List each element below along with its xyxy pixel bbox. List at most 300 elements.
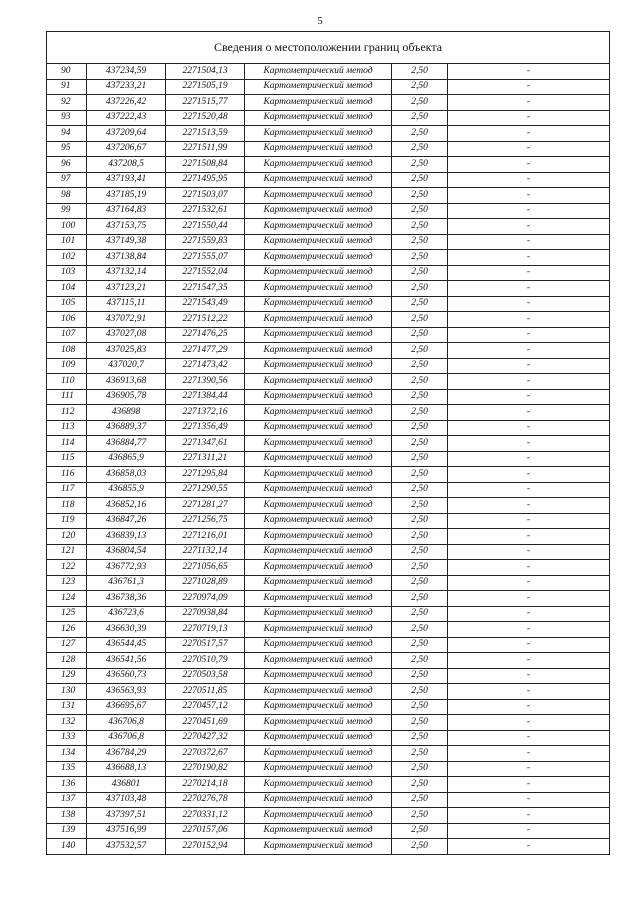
point-number-cell: 95	[47, 141, 87, 157]
description-cell: -	[448, 79, 610, 95]
point-number-cell: 97	[47, 172, 87, 188]
description-cell: -	[448, 296, 610, 312]
method-cell: Картометрический метод	[245, 312, 392, 328]
description-cell: -	[448, 730, 610, 746]
table-row	[47, 265, 610, 281]
description-cell: -	[448, 343, 610, 359]
accuracy-cell: 2,50	[392, 498, 448, 514]
y-coordinate-cell: 2271295,84	[166, 467, 245, 483]
point-number-cell: 140	[47, 839, 87, 855]
y-coordinate-cell: 2271356,49	[166, 420, 245, 436]
y-coordinate-cell: 2271513,59	[166, 126, 245, 142]
table-row	[47, 668, 610, 684]
accuracy-cell: 2,50	[392, 64, 448, 80]
accuracy-cell: 2,50	[392, 219, 448, 235]
table-row	[47, 777, 610, 793]
method-cell: Картометрический метод	[245, 157, 392, 173]
x-coordinate-cell: 436541,56	[87, 653, 166, 669]
description-cell: -	[448, 327, 610, 343]
point-number-cell: 128	[47, 653, 87, 669]
x-coordinate-cell: 436706,8	[87, 715, 166, 731]
y-coordinate-cell: 2270372,67	[166, 746, 245, 762]
method-cell: Картометрический метод	[245, 79, 392, 95]
x-coordinate-cell: 436801	[87, 777, 166, 793]
y-coordinate-cell: 2271256,75	[166, 513, 245, 529]
table-row	[47, 715, 610, 731]
x-coordinate-cell: 436761,3	[87, 575, 166, 591]
method-cell: Картометрический метод	[245, 668, 392, 684]
accuracy-cell: 2,50	[392, 172, 448, 188]
y-coordinate-cell: 2270511,85	[166, 684, 245, 700]
point-number-cell: 96	[47, 157, 87, 173]
accuracy-cell: 2,50	[392, 250, 448, 266]
y-coordinate-cell: 2271311,21	[166, 451, 245, 467]
y-coordinate-cell: 2271390,56	[166, 374, 245, 390]
point-number-cell: 111	[47, 389, 87, 405]
method-cell: Картометрический метод	[245, 839, 392, 855]
table-row	[47, 575, 610, 591]
x-coordinate-cell: 437206,67	[87, 141, 166, 157]
point-number-cell: 115	[47, 451, 87, 467]
method-cell: Картометрический метод	[245, 95, 392, 111]
point-number-cell: 122	[47, 560, 87, 576]
point-number-cell: 101	[47, 234, 87, 250]
method-cell: Картометрический метод	[245, 219, 392, 235]
description-cell: -	[448, 560, 610, 576]
method-cell: Картометрический метод	[245, 761, 392, 777]
table-row	[47, 374, 610, 390]
x-coordinate-cell: 436884,77	[87, 436, 166, 452]
point-number-cell: 112	[47, 405, 87, 421]
point-number-cell: 123	[47, 575, 87, 591]
table-row	[47, 219, 610, 235]
accuracy-cell: 2,50	[392, 668, 448, 684]
method-cell: Картометрический метод	[245, 234, 392, 250]
method-cell: Картометрический метод	[245, 327, 392, 343]
description-cell: -	[448, 653, 610, 669]
y-coordinate-cell: 2271477,29	[166, 343, 245, 359]
method-cell: Картометрический метод	[245, 591, 392, 607]
table-row	[47, 513, 610, 529]
accuracy-cell: 2,50	[392, 808, 448, 824]
table-row	[47, 823, 610, 839]
accuracy-cell: 2,50	[392, 513, 448, 529]
point-number-cell: 134	[47, 746, 87, 762]
description-cell: -	[448, 95, 610, 111]
accuracy-cell: 2,50	[392, 265, 448, 281]
point-number-cell: 129	[47, 668, 87, 684]
y-coordinate-cell: 2270974,09	[166, 591, 245, 607]
y-coordinate-cell: 2271547,35	[166, 281, 245, 297]
x-coordinate-cell: 437149,38	[87, 234, 166, 250]
x-coordinate-cell: 436852,16	[87, 498, 166, 514]
table-row	[47, 808, 610, 824]
x-coordinate-cell: 436804,54	[87, 544, 166, 560]
accuracy-cell: 2,50	[392, 823, 448, 839]
description-cell: -	[448, 389, 610, 405]
point-number-cell: 107	[47, 327, 87, 343]
y-coordinate-cell: 2271216,01	[166, 529, 245, 545]
method-cell: Картометрический метод	[245, 296, 392, 312]
y-coordinate-cell: 2271495,95	[166, 172, 245, 188]
method-cell: Картометрический метод	[245, 172, 392, 188]
table-row	[47, 64, 610, 80]
accuracy-cell: 2,50	[392, 637, 448, 653]
method-cell: Картометрический метод	[245, 110, 392, 126]
accuracy-cell: 2,50	[392, 684, 448, 700]
table-row	[47, 234, 610, 250]
method-cell: Картометрический метод	[245, 64, 392, 80]
x-coordinate-cell: 436858,03	[87, 467, 166, 483]
table-row	[47, 405, 610, 421]
y-coordinate-cell: 2270157,06	[166, 823, 245, 839]
table-row	[47, 172, 610, 188]
accuracy-cell: 2,50	[392, 327, 448, 343]
description-cell: -	[448, 451, 610, 467]
y-coordinate-cell: 2271505,19	[166, 79, 245, 95]
point-number-cell: 132	[47, 715, 87, 731]
point-number-cell: 91	[47, 79, 87, 95]
description-cell: -	[448, 498, 610, 514]
description-cell: -	[448, 234, 610, 250]
y-coordinate-cell: 2270719,13	[166, 622, 245, 638]
method-cell: Картометрический метод	[245, 606, 392, 622]
description-cell: -	[448, 715, 610, 731]
table-row	[47, 839, 610, 855]
description-cell: -	[448, 792, 610, 808]
description-cell: -	[448, 250, 610, 266]
table-row	[47, 95, 610, 111]
accuracy-cell: 2,50	[392, 312, 448, 328]
y-coordinate-cell: 2271532,61	[166, 203, 245, 219]
description-cell: -	[448, 746, 610, 762]
method-cell: Картометрический метод	[245, 141, 392, 157]
description-cell: -	[448, 544, 610, 560]
table-row	[47, 653, 610, 669]
description-cell: -	[448, 684, 610, 700]
method-cell: Картометрический метод	[245, 823, 392, 839]
accuracy-cell: 2,50	[392, 730, 448, 746]
y-coordinate-cell: 2270457,12	[166, 699, 245, 715]
method-cell: Картометрический метод	[245, 281, 392, 297]
table-row	[47, 436, 610, 452]
y-coordinate-cell: 2271372,16	[166, 405, 245, 421]
accuracy-cell: 2,50	[392, 777, 448, 793]
y-coordinate-cell: 2271476,25	[166, 327, 245, 343]
point-number-cell: 104	[47, 281, 87, 297]
point-number-cell: 125	[47, 606, 87, 622]
method-cell: Картометрический метод	[245, 560, 392, 576]
point-number-cell: 103	[47, 265, 87, 281]
y-coordinate-cell: 2270517,57	[166, 637, 245, 653]
y-coordinate-cell: 2270331,12	[166, 808, 245, 824]
y-coordinate-cell: 2271552,04	[166, 265, 245, 281]
x-coordinate-cell: 436544,45	[87, 637, 166, 653]
accuracy-cell: 2,50	[392, 606, 448, 622]
description-cell: -	[448, 606, 610, 622]
description-cell: -	[448, 126, 610, 142]
table-row	[47, 792, 610, 808]
accuracy-cell: 2,50	[392, 79, 448, 95]
description-cell: -	[448, 405, 610, 421]
point-number-cell: 120	[47, 529, 87, 545]
table-row	[47, 203, 610, 219]
y-coordinate-cell: 2270214,18	[166, 777, 245, 793]
table-row	[47, 79, 610, 95]
y-coordinate-cell: 2270451,69	[166, 715, 245, 731]
method-cell: Картометрический метод	[245, 250, 392, 266]
accuracy-cell: 2,50	[392, 575, 448, 591]
x-coordinate-cell: 436695,67	[87, 699, 166, 715]
description-cell: -	[448, 358, 610, 374]
description-cell: -	[448, 110, 610, 126]
accuracy-cell: 2,50	[392, 296, 448, 312]
method-cell: Картометрический метод	[245, 358, 392, 374]
point-number-cell: 131	[47, 699, 87, 715]
accuracy-cell: 2,50	[392, 761, 448, 777]
accuracy-cell: 2,50	[392, 451, 448, 467]
point-number-cell: 90	[47, 64, 87, 80]
point-number-cell: 119	[47, 513, 87, 529]
table-row	[47, 141, 610, 157]
description-cell: -	[448, 513, 610, 529]
table-row	[47, 699, 610, 715]
description-cell: -	[448, 172, 610, 188]
table-header-row	[47, 32, 610, 64]
table-row	[47, 312, 610, 328]
y-coordinate-cell: 2271508,84	[166, 157, 245, 173]
method-cell: Картометрический метод	[245, 498, 392, 514]
point-number-cell: 117	[47, 482, 87, 498]
x-coordinate-cell: 437209,64	[87, 126, 166, 142]
description-cell: -	[448, 699, 610, 715]
method-cell: Картометрический метод	[245, 203, 392, 219]
table-row	[47, 684, 610, 700]
description-cell: -	[448, 591, 610, 607]
x-coordinate-cell: 437138,84	[87, 250, 166, 266]
x-coordinate-cell: 436688,13	[87, 761, 166, 777]
description-cell: -	[448, 219, 610, 235]
table-row	[47, 281, 610, 297]
y-coordinate-cell: 2271559,83	[166, 234, 245, 250]
description-cell: -	[448, 808, 610, 824]
point-number-cell: 102	[47, 250, 87, 266]
method-cell: Картометрический метод	[245, 265, 392, 281]
accuracy-cell: 2,50	[392, 389, 448, 405]
description-cell: -	[448, 777, 610, 793]
point-number-cell: 133	[47, 730, 87, 746]
method-cell: Картометрический метод	[245, 715, 392, 731]
y-coordinate-cell: 2271512,22	[166, 312, 245, 328]
method-cell: Картометрический метод	[245, 343, 392, 359]
y-coordinate-cell: 2271550,44	[166, 219, 245, 235]
point-number-cell: 130	[47, 684, 87, 700]
x-coordinate-cell: 437153,75	[87, 219, 166, 235]
accuracy-cell: 2,50	[392, 234, 448, 250]
accuracy-cell: 2,50	[392, 157, 448, 173]
point-number-cell: 116	[47, 467, 87, 483]
point-number-cell: 124	[47, 591, 87, 607]
accuracy-cell: 2,50	[392, 203, 448, 219]
y-coordinate-cell: 2270190,82	[166, 761, 245, 777]
table-row	[47, 544, 610, 560]
accuracy-cell: 2,50	[392, 560, 448, 576]
y-coordinate-cell: 2270427,32	[166, 730, 245, 746]
accuracy-cell: 2,50	[392, 653, 448, 669]
point-number-cell: 137	[47, 792, 87, 808]
y-coordinate-cell: 2271543,49	[166, 296, 245, 312]
method-cell: Картометрический метод	[245, 777, 392, 793]
point-number-cell: 113	[47, 420, 87, 436]
table-row	[47, 420, 610, 436]
table-row	[47, 498, 610, 514]
accuracy-cell: 2,50	[392, 188, 448, 204]
point-number-cell: 99	[47, 203, 87, 219]
x-coordinate-cell: 436723,6	[87, 606, 166, 622]
y-coordinate-cell: 2271515,77	[166, 95, 245, 111]
accuracy-cell: 2,50	[392, 591, 448, 607]
x-coordinate-cell: 437164,83	[87, 203, 166, 219]
x-coordinate-cell: 437193,41	[87, 172, 166, 188]
accuracy-cell: 2,50	[392, 436, 448, 452]
y-coordinate-cell: 2271028,89	[166, 575, 245, 591]
section-title: Сведения о местоположении границ объекта	[47, 32, 610, 64]
y-coordinate-cell: 2271555,07	[166, 250, 245, 266]
y-coordinate-cell: 2270938,84	[166, 606, 245, 622]
method-cell: Картометрический метод	[245, 808, 392, 824]
table-row	[47, 157, 610, 173]
method-cell: Картометрический метод	[245, 792, 392, 808]
x-coordinate-cell: 436563,93	[87, 684, 166, 700]
table-row	[47, 327, 610, 343]
accuracy-cell: 2,50	[392, 792, 448, 808]
x-coordinate-cell: 437020,7	[87, 358, 166, 374]
x-coordinate-cell: 437115,11	[87, 296, 166, 312]
point-number-cell: 105	[47, 296, 87, 312]
x-coordinate-cell: 436839,13	[87, 529, 166, 545]
point-number-cell: 109	[47, 358, 87, 374]
description-cell: -	[448, 188, 610, 204]
method-cell: Картометрический метод	[245, 374, 392, 390]
accuracy-cell: 2,50	[392, 281, 448, 297]
method-cell: Картометрический метод	[245, 575, 392, 591]
table-row	[47, 451, 610, 467]
x-coordinate-cell: 437233,21	[87, 79, 166, 95]
page-number: 5	[317, 15, 323, 27]
accuracy-cell: 2,50	[392, 405, 448, 421]
x-coordinate-cell: 437123,21	[87, 281, 166, 297]
method-cell: Картометрический метод	[245, 405, 392, 421]
y-coordinate-cell: 2270152,94	[166, 839, 245, 855]
method-cell: Картометрический метод	[245, 482, 392, 498]
description-cell: -	[448, 467, 610, 483]
x-coordinate-cell: 437226,42	[87, 95, 166, 111]
x-coordinate-cell: 436865,9	[87, 451, 166, 467]
y-coordinate-cell: 2271056,65	[166, 560, 245, 576]
point-number-cell: 121	[47, 544, 87, 560]
point-number-cell: 100	[47, 219, 87, 235]
accuracy-cell: 2,50	[392, 358, 448, 374]
point-number-cell: 98	[47, 188, 87, 204]
accuracy-cell: 2,50	[392, 95, 448, 111]
method-cell: Картометрический метод	[245, 451, 392, 467]
x-coordinate-cell: 436913,68	[87, 374, 166, 390]
x-coordinate-cell: 437234,59	[87, 64, 166, 80]
x-coordinate-cell: 437027,08	[87, 327, 166, 343]
y-coordinate-cell: 2271520,48	[166, 110, 245, 126]
method-cell: Картометрический метод	[245, 730, 392, 746]
method-cell: Картометрический метод	[245, 389, 392, 405]
x-coordinate-cell: 437103,48	[87, 792, 166, 808]
x-coordinate-cell: 436706,8	[87, 730, 166, 746]
point-number-cell: 136	[47, 777, 87, 793]
accuracy-cell: 2,50	[392, 839, 448, 855]
description-cell: -	[448, 203, 610, 219]
accuracy-cell: 2,50	[392, 420, 448, 436]
method-cell: Картометрический метод	[245, 699, 392, 715]
description-cell: -	[448, 265, 610, 281]
method-cell: Картометрический метод	[245, 467, 392, 483]
method-cell: Картометрический метод	[245, 529, 392, 545]
y-coordinate-cell: 2271384,44	[166, 389, 245, 405]
accuracy-cell: 2,50	[392, 746, 448, 762]
description-cell: -	[448, 575, 610, 591]
boundary-table	[46, 31, 610, 855]
table-row	[47, 746, 610, 762]
table-row	[47, 250, 610, 266]
x-coordinate-cell: 437185,19	[87, 188, 166, 204]
description-cell: -	[448, 668, 610, 684]
description-cell: -	[448, 157, 610, 173]
accuracy-cell: 2,50	[392, 544, 448, 560]
y-coordinate-cell: 2271132,14	[166, 544, 245, 560]
description-cell: -	[448, 420, 610, 436]
accuracy-cell: 2,50	[392, 699, 448, 715]
method-cell: Картометрический метод	[245, 637, 392, 653]
x-coordinate-cell: 437222,43	[87, 110, 166, 126]
method-cell: Картометрический метод	[245, 622, 392, 638]
table-row	[47, 560, 610, 576]
table-row	[47, 637, 610, 653]
method-cell: Картометрический метод	[245, 513, 392, 529]
accuracy-cell: 2,50	[392, 126, 448, 142]
table-row	[47, 467, 610, 483]
accuracy-cell: 2,50	[392, 622, 448, 638]
method-cell: Картометрический метод	[245, 420, 392, 436]
point-number-cell: 114	[47, 436, 87, 452]
x-coordinate-cell: 437516,99	[87, 823, 166, 839]
point-number-cell: 110	[47, 374, 87, 390]
accuracy-cell: 2,50	[392, 141, 448, 157]
description-cell: -	[448, 482, 610, 498]
table-row	[47, 296, 610, 312]
x-coordinate-cell: 436630,39	[87, 622, 166, 638]
y-coordinate-cell: 2271504,13	[166, 64, 245, 80]
x-coordinate-cell: 437132,14	[87, 265, 166, 281]
x-coordinate-cell: 436898	[87, 405, 166, 421]
table-row	[47, 343, 610, 359]
point-number-cell: 139	[47, 823, 87, 839]
accuracy-cell: 2,50	[392, 343, 448, 359]
y-coordinate-cell: 2270276,78	[166, 792, 245, 808]
x-coordinate-cell: 436784,29	[87, 746, 166, 762]
accuracy-cell: 2,50	[392, 374, 448, 390]
point-number-cell: 108	[47, 343, 87, 359]
table-row	[47, 591, 610, 607]
point-number-cell: 126	[47, 622, 87, 638]
x-coordinate-cell: 436560,73	[87, 668, 166, 684]
y-coordinate-cell: 2271290,55	[166, 482, 245, 498]
